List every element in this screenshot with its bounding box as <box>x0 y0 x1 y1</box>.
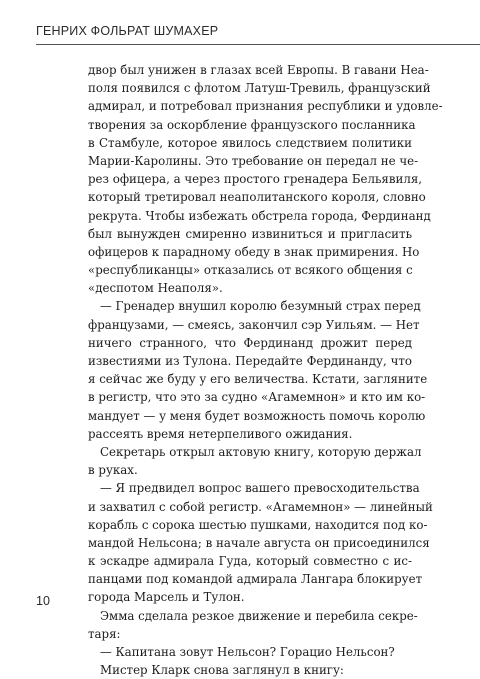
text-line: Эмма сделала резкое движение и перебила секре- <box>100 608 418 623</box>
text-line: и захватил с собой регистр. «Агамемнон» — линейный <box>88 499 433 514</box>
text-line: я сейчас же буду у его величества. Кстати, загляните <box>88 372 428 387</box>
text-line: мандой Нельсона; в начале августа он присоединился <box>88 535 430 550</box>
text-line: «республиканцы» отказались от всякого общения с <box>88 263 413 278</box>
text-line: в руках. <box>88 463 138 478</box>
text-line: французами, — смеясь, закончил сэр Уильям. — Нет <box>88 317 420 332</box>
text-line: Марии-Каролины. Это требование он передал не че- <box>88 153 419 168</box>
text-line: мандует — у меня будет возможность помочь королю <box>88 408 426 423</box>
text-line: в Стамбуле, которое явилось следствием политики <box>88 135 412 150</box>
text-line: панцами под командой адмирала Лангара блокирует <box>88 572 423 587</box>
text-line: двор был унижен в глазах всей Европы. В гавани Неа- <box>88 63 429 77</box>
text-line: Мистер Кларк снова заглянул в книгу: <box>100 663 344 678</box>
text-line: «деспотом Неаполя». <box>88 281 223 296</box>
text-line: рассеять время нетерпеливого ожидания. <box>88 426 353 441</box>
text-line: был вынужден смиренно извиниться и пригласить <box>88 226 412 241</box>
page-number: 10 <box>36 594 50 608</box>
text-line: таря: <box>88 626 121 641</box>
text-line: рез офицера, а через простого гренадера Бельявиля, <box>88 172 423 187</box>
page-text <box>88 61 443 679</box>
text-line: адмирал, и потребовал признания республики и удовле- <box>88 99 443 114</box>
text-line: рекрута. Чтобы избежать обстрела города, Фердинанд <box>88 208 431 223</box>
text-line: который третировал неаполитанского короля, словно <box>88 190 426 205</box>
text-line: поля появился с флотом Латуш-Тревиль, французский <box>88 81 431 96</box>
text-line: — Гренадер внушил королю безумный страх перед <box>100 299 421 314</box>
text-line: ничего странного, что Фердинанд дрожит перед <box>88 335 412 350</box>
text-line: офицеров к парадному обеду в знак примирения. Но <box>88 244 420 259</box>
text-line: в регистр, что это за судно «Агамемнон» и кто им ко- <box>88 390 426 405</box>
text-line: Секретарь открыл актовую книгу, которую держал <box>100 444 422 459</box>
text-line: корабль с сорока шестью пушками, находится под ко- <box>88 517 428 532</box>
text-line: города Марсель и Тулон. <box>88 590 245 605</box>
text-line: — Капитана зовут Нельсон? Горацио Нельсон? <box>100 645 395 659</box>
header-rule <box>36 44 480 45</box>
text-line: творения за оскорбление французского посланника <box>88 117 416 132</box>
text-line: известиями из Тулона. Передайте Фердинанду, что <box>88 354 412 368</box>
text-line: — Я предвидел вопрос вашего превосходительства <box>100 481 420 496</box>
text-line: к эскадре адмирала Гуда, который совместно с ис- <box>88 554 412 569</box>
running-title: ГЕНРИХ ФОЛЬРАТ ШУМАХЕР <box>36 24 219 38</box>
